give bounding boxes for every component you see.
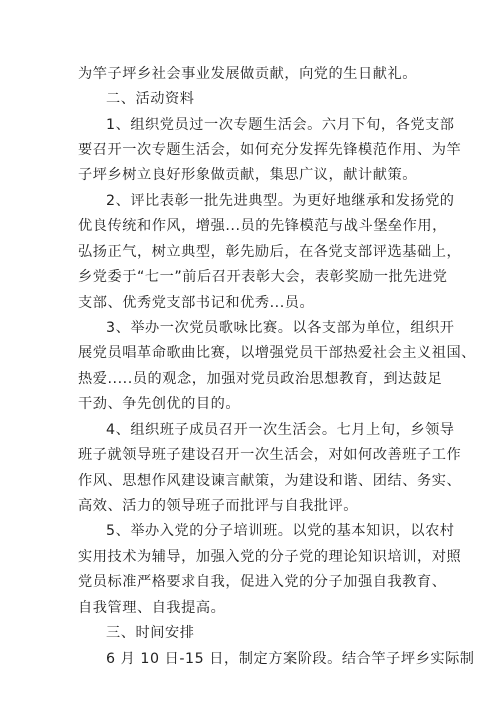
section-heading: 三、时间安排: [106, 625, 195, 641]
paragraph-line: 优良传统和作风，增强...员的先锋模范与战斗堡垒作用，: [78, 218, 447, 234]
paragraph-line: 5、举办入党的分子培训班。以党的基本知识，以农村: [106, 523, 455, 539]
paragraph-line: 1、组织党员过一次专题生活会。六月下旬，各党支部: [106, 117, 455, 133]
paragraph-line: 2、评比表彰一批先进典型。为更好地继承和发扬党的: [106, 193, 455, 209]
paragraph-line: 展党员唱革命歌曲比赛，以增强党员干部热爱社会主义祖国、: [78, 345, 476, 361]
paragraph-line: 干劲、争先创优的目的。: [78, 396, 241, 412]
paragraph-line: 为竿子坪乡社会事业发展做贡献，向党的生日献礼。: [78, 66, 417, 82]
paragraph-line: 支部、优秀党支部书记和优秀...员。: [78, 295, 315, 311]
paragraph-line: 6 月 10 日-15 日，制定方案阶段。结合竿子坪乡实际制: [106, 651, 475, 667]
paragraph-line: 乡党委于“七一”前后召开表彰大会，表彰奖励一批先进党: [78, 269, 448, 285]
paragraph-line: 高效、活力的领导班子而批评与自我批评。: [78, 498, 359, 514]
paragraph-line: 热爱.....员的观念，加强对党员政治思想教育，到达鼓足: [78, 371, 443, 387]
paragraph-line: 4、组织班子成员召开一次生活会。七月上旬，乡领导: [106, 422, 455, 438]
section-heading: 二、活动资料: [106, 91, 195, 107]
paragraph-line: 自我管理、自我提高。: [78, 600, 226, 616]
paragraph-line: 3、举办一次党员歌咏比赛。以各支部为单位，组织开: [106, 320, 455, 336]
paragraph-line: 实用技术为辅导，加强入党的分子党的理论知识培训，对照: [78, 549, 462, 565]
paragraph-line: 党员标准严格要求自我，促进入党的分子加强自我教育、: [78, 574, 447, 590]
paragraph-line: 要召开一次专题生活会，如何充分发挥先锋模范作用、为竿: [78, 142, 462, 158]
paragraph-line: 弘扬正气，树立典型，彰先励后，在各党支部评选基础上，: [78, 244, 462, 260]
paragraph-line: 子坪乡树立良好形象做贡献，集思广议，献计献策。: [78, 167, 417, 183]
paragraph-line: 班子就领导班子建设召开一次生活会，对如何改善班子工作: [78, 447, 462, 463]
paragraph-line: 作风、思想作风建设谏言献策，为建设和谐、团结、务实、: [78, 473, 462, 489]
